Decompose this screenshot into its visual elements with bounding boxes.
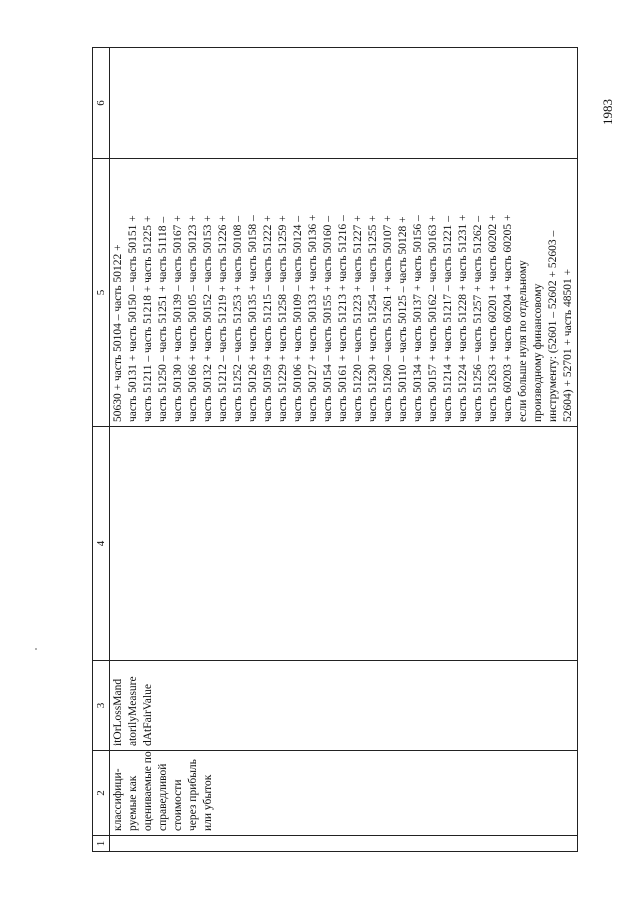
text-line: руемые как (127, 775, 139, 831)
text-line: часть 50161 + часть 51213 + часть 51216 – (337, 215, 349, 422)
table-header-row (93, 48, 110, 852)
text-line: через прибыль (187, 759, 199, 831)
text-line: часть 51256 – часть 51257 + часть 51262 – (472, 215, 484, 422)
text-line: часть 50154 – часть 50155 + часть 50160 – (322, 215, 334, 422)
header-col-3: 3 (93, 661, 110, 751)
text-line: часть 51260 – часть 51261 + часть 50107 + (382, 215, 394, 422)
text-line: часть 50131 + часть 50150 – часть 50151 + (127, 215, 139, 422)
text-line: часть 50166 + часть 50105 – часть 50123 + (187, 215, 199, 422)
text-line: 50630 + часть 50104 – часть 50122 + (112, 244, 124, 422)
text-line: часть 50132 + часть 50152 – часть 50153 + (202, 215, 214, 422)
text-line: производному финансовому (532, 283, 544, 422)
text-line: itOrLossMand (112, 678, 124, 746)
cell-col-3 (110, 661, 578, 751)
text-line: часть 50126 + часть 50135 + часть 50158 – (247, 215, 259, 422)
text-line: часть 51230 + часть 51254 – часть 51255 + (367, 215, 379, 422)
text-line: часть 51214 + часть 51217 – часть 51221 – (442, 215, 454, 422)
cell-col-2-text (110, 751, 217, 835)
text-line: инструменту: (52601 – 52602 + 52603 – (547, 230, 559, 422)
text-line: если больше нуля по отдельному (517, 260, 529, 422)
text-line: часть 60203 + часть 60204 + часть 60205 + (502, 214, 514, 422)
cell-col-5-text (110, 159, 577, 426)
text-line: часть 50106 + часть 50109 – часть 50124 – (292, 215, 304, 422)
text-line: dAtFairValue (142, 684, 154, 746)
text-line: классифици- (112, 768, 124, 831)
header-col-6: 6 (93, 48, 110, 159)
text-line: стоимости (172, 779, 184, 831)
text-line: atorilyMeasure (127, 676, 139, 746)
text-line: или убыток (202, 774, 214, 831)
cell-col-6 (110, 48, 578, 159)
text-line: часть 51220 – часть 51223 + часть 51227 + (352, 215, 364, 422)
text-line: 52604) + 52701 + часть 48501 + (562, 268, 574, 422)
text-line: справедливой (157, 763, 169, 831)
cell-col-1 (110, 836, 578, 852)
text-line: часть 51229 + часть 51258 – часть 51259 + (277, 215, 289, 422)
cell-col-3-text (110, 661, 157, 750)
scan-speck (35, 648, 37, 650)
header-col-2: 2 (93, 751, 110, 836)
text-line: часть 50130 + часть 50139 – часть 50167 + (172, 215, 184, 422)
header-col-1: 1 (93, 836, 110, 852)
text-line: часть 51252 – часть 51253 + часть 50108 – (232, 215, 244, 422)
text-line: часть 50159 + часть 51215 – часть 51222 + (262, 215, 274, 422)
header-col-4: 4 (93, 427, 110, 661)
text-line: часть 50127 + часть 50133 + часть 50136 + (307, 214, 319, 422)
header-col-5: 5 (93, 159, 110, 427)
cell-col-4 (110, 427, 578, 661)
cell-col-2 (110, 751, 578, 836)
cell-col-5 (110, 159, 578, 427)
data-table (92, 47, 578, 852)
page-number: 1983 (600, 99, 615, 125)
text-line: часть 51211 – часть 51218 + часть 51225 + (142, 215, 154, 422)
text-line: оцениваемые по (142, 751, 154, 831)
text-line: часть 51224 + часть 51228 + часть 51231 + (457, 214, 469, 422)
text-line: часть 50110 – часть 50125 – часть 50128 + (397, 216, 409, 422)
table-row (110, 48, 578, 852)
text-line: часть 51263 + часть 60201 + часть 60202 + (487, 214, 499, 422)
text-line: часть 51250 – часть 51251 + часть 51118 – (157, 216, 169, 422)
text-line: часть 51212 – часть 51219 + часть 51226 + (217, 215, 229, 422)
text-line: часть 50134 + часть 50137 + часть 50156 – (412, 215, 424, 422)
text-line: часть 50157 + часть 50162 – часть 50163 + (427, 215, 439, 422)
